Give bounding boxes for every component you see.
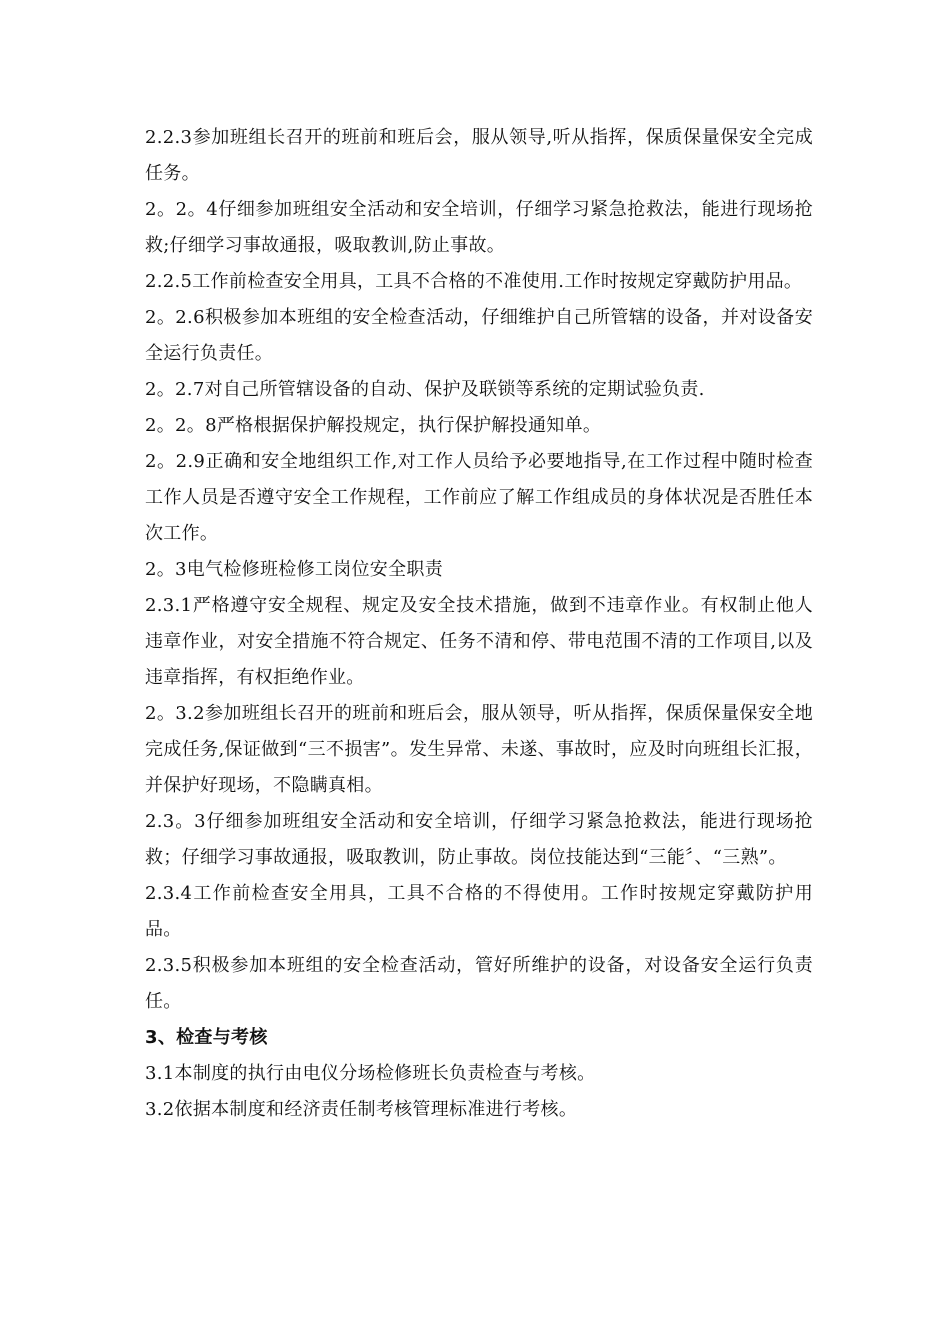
section-2-3-title: 2。3电气检修班检修工岗位安全职责 bbox=[145, 559, 444, 580]
section-3-heading: 3、检查与考核 bbox=[145, 1027, 268, 1048]
paragraph-3-2: 3.2依据本制度和经济责任制考核管理标准进行考核。 bbox=[145, 1099, 578, 1120]
paragraph-2-2-7: 2。2.7对自己所管辖设备的自动、保护及联锁等系统的定期试验负责. bbox=[145, 379, 705, 400]
paragraph-2-2-3: 2.2.3参加班组长召开的班前和班后会，服从领导,听从指挥，保质保量保安全完成任务。 bbox=[145, 127, 813, 184]
paragraph-2-2-6: 2。2.6积极参加本班组的安全检查活动，仔细维护自己所管辖的设备，并对设备安全运行负责任。 bbox=[145, 307, 813, 364]
paragraph-2-3-1: 2.3.1严格遵守安全规程、规定及安全技术措施，做到不违章作业。有权制止他人违章作业，对安全措施不符合规定、任务不清和停、带电范围不清的工作项目,以及违章指挥，有权拒绝作业。 bbox=[145, 595, 813, 688]
paragraph-2-2-5: 2.2.5工作前检查安全用具，工具不合格的不准使用.工作时按规定穿戴防护用品。 bbox=[145, 271, 803, 292]
paragraph-3-1: 3.1本制度的执行由电仪分场检修班长负责检查与考核。 bbox=[145, 1063, 596, 1084]
paragraph-2-3-3: 2.3。3仔细参加班组安全活动和安全培训，仔细学习紧急抢救法，能进行现场抢救；仔细学习事故通报，吸取教训，防止事故。岗位技能达到“三能〞、“三熟”。 bbox=[145, 811, 813, 868]
paragraph-2-3-4: 2.3.4工作前检查安全用具，工具不合格的不得使用。工作时按规定穿戴防护用品。 bbox=[145, 883, 813, 940]
paragraph-2-2-8: 2。2。8严格根据保护解投规定，执行保护解投通知单。 bbox=[145, 415, 602, 436]
document-body bbox=[145, 120, 813, 1128]
paragraph-2-2-9: 2。2.9正确和安全地组织工作,对工作人员给予必要地指导,在工作过程中随时检查工作人员是否遵守安全工作规程，工作前应了解工作组成员的身体状况是否胜任本次工作。 bbox=[145, 451, 813, 544]
paragraph-2-3-5: 2.3.5积极参加本班组的安全检查活动，管好所维护的设备，对设备安全运行负责任。 bbox=[145, 955, 813, 1012]
paragraph-2-3-2: 2。3.2参加班组长召开的班前和班后会，服从领导，听从指挥，保质保量保安全地完成任务,保证做到“三不损害”。发生异常、未遂、事故时，应及时向班组长汇报，并保护好现场，不隐瞒真相。 bbox=[145, 703, 813, 796]
paragraph-2-2-4: 2。2。4仔细参加班组安全活动和安全培训，仔细学习紧急抢救法，能进行现场抢救;仔细学习事故通报，吸取教训,防止事故。 bbox=[145, 199, 813, 256]
